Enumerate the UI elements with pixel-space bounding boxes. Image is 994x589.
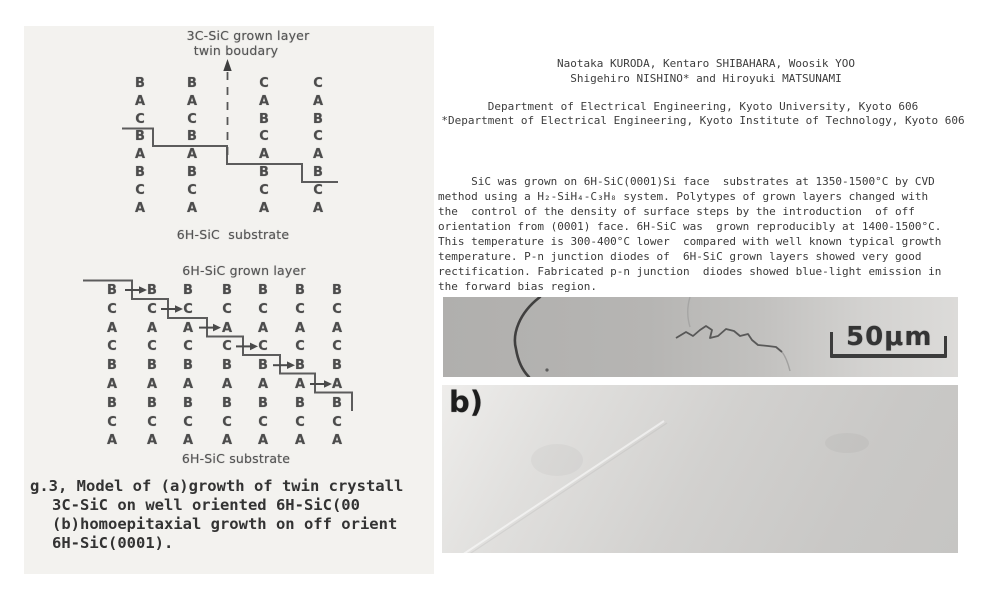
stacking-letter: C xyxy=(107,414,117,430)
stacking-letter: B xyxy=(332,395,342,411)
stacking-letter: A xyxy=(221,320,233,336)
stacking-letter: C xyxy=(295,339,305,355)
stacking-letter: A xyxy=(221,377,233,392)
stacking-letter: A xyxy=(331,377,343,392)
scale-bar-left-tick xyxy=(830,332,833,356)
stacking-letter: C xyxy=(222,414,232,430)
text-line: 3C-SiC on well oriented 6H-SiC(00 xyxy=(52,496,360,514)
stacking-letter: A xyxy=(146,433,158,449)
text-line: orientation from (0001) face. 6H-SiC was grown reproducibly at 1400-1500°C. xyxy=(438,220,942,233)
micrograph-b-features xyxy=(442,385,958,553)
stacking-letter: A xyxy=(257,433,269,449)
stacking-letter: B xyxy=(295,358,305,374)
stacking-letter: B xyxy=(187,129,197,145)
stacking-letter: B xyxy=(147,395,157,411)
figure-a-title-line2: twin boudary xyxy=(193,43,279,58)
stacking-letter: B xyxy=(258,358,268,374)
stacking-letter: C xyxy=(295,414,305,430)
stacking-letter: C xyxy=(258,414,268,430)
stacking-letter: C xyxy=(147,339,157,355)
text-line: 6H-SiC(0001). xyxy=(52,534,174,552)
stacking-letter: A xyxy=(258,200,270,216)
figure-b-title: 6H-SiC grown layer xyxy=(182,263,306,278)
stacking-letter: C xyxy=(332,301,342,317)
stacking-letter: B xyxy=(295,395,305,411)
text-line: This temperature is 300-400°C lower compared with well known typical growth xyxy=(438,235,942,248)
stacking-letter: B xyxy=(135,129,145,145)
stacking-letter: A xyxy=(106,433,118,449)
stacking-letter: B xyxy=(332,358,342,374)
affiliation-block xyxy=(420,100,986,128)
stacking-letter: A xyxy=(331,320,343,336)
stacking-letter: C xyxy=(183,301,193,317)
figure-a-title-line1: 3C-SiC grown layer xyxy=(186,28,310,43)
stacking-letter: C xyxy=(147,301,157,317)
stacking-letter: C xyxy=(187,182,197,198)
stacking-letter: C xyxy=(135,182,145,198)
stacking-letter: B xyxy=(222,395,232,411)
stacking-letter: C xyxy=(183,339,193,355)
stacking-letter: A xyxy=(106,377,118,392)
author-block xyxy=(428,56,984,86)
stacking-letter: A xyxy=(294,320,306,336)
stacking-letter: C xyxy=(313,129,323,145)
authors-line: Shigehiro NISHINO* and Hiroyuki MATSUNAMI xyxy=(570,72,842,85)
micrograph-defect-curve xyxy=(515,297,540,377)
stacking-letter: B xyxy=(258,395,268,411)
scale-bar-right-tick xyxy=(944,336,947,356)
stacking-letter: A xyxy=(312,93,324,109)
stacking-letter: A xyxy=(146,320,158,336)
stacking-letter: C xyxy=(259,76,269,91)
text-line: *Department of Electrical Engineering, Kyoto Institute of Technology, Kyoto 606 xyxy=(441,114,965,127)
stacking-letter: B xyxy=(107,358,117,374)
text-line: method using a H₂-SiH₄-C₃H₈ system. Polytypes of grown layers changed with xyxy=(438,190,929,203)
stacking-letter: A xyxy=(331,433,343,449)
stacking-letter: C xyxy=(313,76,323,91)
stacking-letter: C xyxy=(222,339,232,355)
stacking-letter: B xyxy=(295,283,305,298)
stacking-letter: A xyxy=(258,93,270,109)
stacking-letter: A xyxy=(257,377,269,392)
stacking-letter: C xyxy=(107,339,117,355)
text-line: temperature. P-n junction diodes of 6H-SiC grown layers showed very good xyxy=(438,250,922,263)
stacking-letter: A xyxy=(294,433,306,449)
figure-b-substrate-label: 6H-SiC substrate xyxy=(181,451,291,466)
stacking-letter: C xyxy=(222,301,232,317)
stacking-letter: C xyxy=(107,301,117,317)
stacking-letter: A xyxy=(182,433,194,449)
stacking-letter: B xyxy=(187,76,197,91)
stacking-letter: A xyxy=(312,147,324,163)
stacking-letter: B xyxy=(258,283,268,298)
stacking-letter: C xyxy=(332,414,342,430)
stacking-letter: B xyxy=(222,283,232,298)
stacking-letter: C xyxy=(259,182,269,198)
stacking-letter: A xyxy=(186,200,198,216)
stacking-letter: A xyxy=(106,320,118,336)
stacking-letter: B xyxy=(332,283,342,298)
scale-bar-line xyxy=(830,354,947,358)
authors-line: Naotaka KURODA, Kentaro SHIBAHARA, Woosik YOO xyxy=(556,57,855,70)
stacking-letter: B xyxy=(107,395,117,411)
stacking-letter: B xyxy=(107,283,117,298)
stacking-letter: A xyxy=(221,433,233,449)
stacking-letter: B xyxy=(222,358,232,374)
stacking-letter: B xyxy=(135,76,145,91)
stacking-letter: A xyxy=(134,93,146,109)
stacking-letter: A xyxy=(257,320,269,336)
micrograph-crack-line xyxy=(676,326,782,352)
stacking-letter: B xyxy=(135,165,145,180)
stacking-letter: C xyxy=(259,129,269,145)
text-line: g.3, Model of (a)growth of twin crystall xyxy=(30,477,404,495)
micrograph-panel-a xyxy=(443,297,958,377)
text-line: (b)homoepitaxial growth on off orient xyxy=(52,515,398,533)
micrograph-scratch-line xyxy=(462,421,664,553)
stacking-letter: C xyxy=(147,414,157,430)
text-line: the forward bias region. xyxy=(438,280,597,293)
stacking-letter: A xyxy=(258,147,270,163)
text-line: Department of Electrical Engineering, Kyoto University, Kyoto 606 xyxy=(487,100,919,113)
stacking-letter: A xyxy=(134,200,146,216)
stacking-letter: B xyxy=(259,165,269,180)
stacking-letter: C xyxy=(135,111,145,127)
stacking-letter: A xyxy=(182,320,194,336)
stacking-letter: A xyxy=(182,377,194,392)
stacking-letter: B xyxy=(313,165,323,180)
scale-bar-label: 50μm xyxy=(846,322,933,352)
stacking-letter: C xyxy=(313,182,323,198)
stacking-letter: A xyxy=(146,377,158,392)
text-line: the control of the density of surface steps by the introduction of off xyxy=(438,205,915,218)
stacking-letter: C xyxy=(183,414,193,430)
text-line: SiC was grown on 6H-SiC(0001)Si face substrates at 1350-1500°C by CVD xyxy=(438,175,935,188)
stacking-letter: A xyxy=(312,200,324,216)
stacking-letter: C xyxy=(258,339,268,355)
abstract-paragraph xyxy=(438,174,958,297)
micrograph-panel-b xyxy=(442,385,958,553)
stacking-letter: C xyxy=(295,301,305,317)
stacking-letter: B xyxy=(147,358,157,374)
text-line: rectification. Fabricated p-n junction diodes showed blue-light emission in xyxy=(438,265,942,278)
stacking-letter: A xyxy=(294,377,306,392)
stacking-letter: B xyxy=(183,283,193,298)
stacking-letter: B xyxy=(183,358,193,374)
stacking-letter: C xyxy=(187,111,197,127)
stacking-letter: A xyxy=(134,147,146,163)
stacking-letter: B xyxy=(147,283,157,298)
stacking-letter: B xyxy=(183,395,193,411)
stacking-letter: B xyxy=(313,111,323,127)
panel-b-label: b) xyxy=(449,385,484,419)
stacking-letter: B xyxy=(259,111,269,127)
stacking-letter: C xyxy=(258,301,268,317)
figure-a-substrate-label: 6H-SiC substrate xyxy=(176,227,290,242)
figure-caption xyxy=(30,477,432,553)
stacking-letter: A xyxy=(186,93,198,109)
stacking-letter: C xyxy=(332,339,342,355)
stacking-letter: B xyxy=(187,165,197,180)
stacking-letter: A xyxy=(186,147,198,163)
